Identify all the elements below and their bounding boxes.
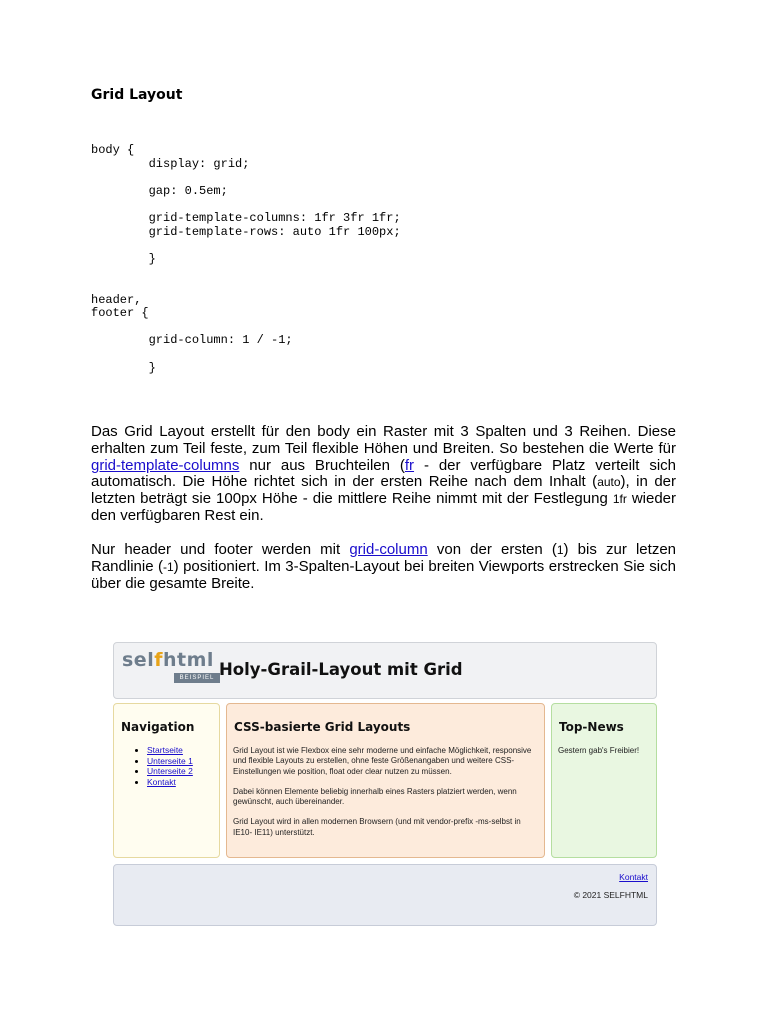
para2-text-3: ) bis zur letzen Randlinie ( [91,541,676,575]
code-auto: auto [597,475,621,490]
para1-text-4: ), in der letzten beträgt sie 100px Höhe - die mittlere Reihe nimmt mit der Festlegung [91,473,676,508]
example-header [113,642,657,699]
example-main [226,703,545,858]
para1-text-3: - der verfügbare Platz verteilt sich automatisch. Die Höhe richtet sich in der ersten Reihe nach dem Inhalt ( [91,456,676,491]
nav-link-startseite[interactable]: Startseite [147,745,183,755]
nav-heading: Navigation [121,720,195,734]
nav-item [147,756,193,767]
para1-text-5: wieder den verfügbaren Rest ein. [91,490,677,524]
selfhtml-logo: selfhtml BEISPIEL [122,649,220,683]
nav-link-unterseite-1[interactable]: Unterseite 1 [147,755,193,766]
para2-text-1: Nur header und footer werden mit [91,541,350,558]
main-paragraph-2: Dabei können Elemente beliebig innerhalb eines Rasters platziert werden, wenn gewünscht, auch übereinander. [233,786,517,807]
css-code-block: body { display: grid; gap: 0.5em; grid-template-columns: 1fr 3fr 1fr; grid-template-rows: auto 1fr 100px; } header, footer { grid-column: 1 / -1; } [91,143,401,375]
code-1fr: 1fr [612,492,627,507]
example-aside [551,703,657,858]
logo-badge: BEISPIEL [174,673,220,683]
example-footer [113,864,657,926]
para1-text-2: nur aus Bruchteilen ( [239,456,405,474]
explanation-paragraph-2 [91,542,676,592]
footer-link-kontakt[interactable]: Kontakt [619,872,648,882]
example-nav [113,703,220,858]
aside-heading: Top-News [559,720,624,734]
code-minus-1: -1 [162,559,174,574]
nav-link-kontakt[interactable]: Kontakt [147,776,176,787]
link-grid-column[interactable]: grid-column [349,541,428,558]
footer-copyright: © 2021 SELFHTML [573,890,648,900]
nav-list [133,745,193,787]
nav-item [147,745,193,756]
link-fr[interactable]: fr [404,456,415,474]
link-grid-template-columns[interactable]: grid-template-columns [91,456,240,474]
code-1: 1 [556,543,564,557]
aside-text: Gestern gab's Freibier! [558,746,640,755]
example-title: Holy-Grail-Layout mit Grid [219,660,463,679]
explanation-paragraph-1 [91,424,676,525]
para2-text-4: ) positioniert. Im 3-Spalten-Layout bei breiten Viewports erstrecken Sie sich über die gesamte Breite. [91,557,676,592]
nav-item [147,766,193,777]
para1-text-1: Das Grid Layout erstellt für den body ein Raster mit 3 Spalten und 3 Reihen. Diese erhalten zum Teil feste, zum Teil flexible Höhen und Breiten. So bestehen die Werte für [91,423,676,457]
main-paragraph-3: Grid Layout wird in allen modernen Browsern (und mit vendor-prefix -ms-selbst in IE10- IE11) unterstützt. [233,817,521,837]
main-paragraph-1: Grid Layout ist wie Flexbox eine sehr moderne und einfache Möglichkeit, responsive und flexible Layouts zu erstellen, ohne feste Größenangaben und weitere CSS-Einstellungen wie position, float oder clear nutzen zu müssen. [233,746,532,776]
main-heading: CSS-basierte Grid Layouts [234,720,411,734]
example-screenshot [113,642,657,926]
section-heading: Grid Layout [91,87,183,103]
nav-link-unterseite-2[interactable]: Unterseite 2 [147,766,193,777]
para2-text-2: von der ersten ( [427,541,557,558]
nav-item [147,777,193,788]
